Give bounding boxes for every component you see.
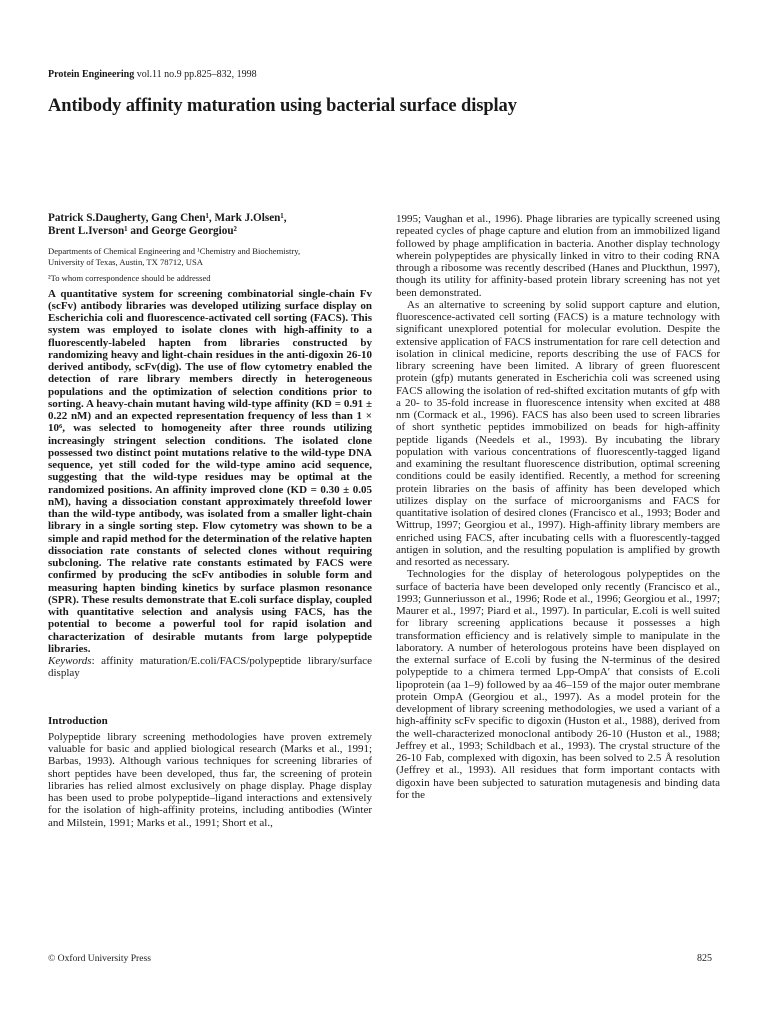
right-paragraph-1: 1995; Vaughan et al., 1996). Phage libraries are typically screened using repeated cycles of phage capture and elution from an immobilized ligand followed by phage amplification in bacteria. Another display technology wherein polypeptides are physically linked in vitro to their coding RNA through a ribosome was recently described (Hanes and Pluckthun, 1997), though its utility for affinity-based protein library screening has not yet been demonstrated. [396,213,720,299]
affiliation-line-1: Departments of Chemical Engineering and ¹Chemistry and Biochemistry, [48,246,301,256]
keywords [48,655,372,680]
keywords-text: : affinity maturation/E.coli/FACS/polypeptide library/surface display [48,655,372,680]
citation-details: vol.11 no.9 pp.825–832, 1998 [136,69,257,80]
section-heading-introduction: Introduction [48,714,108,727]
author-line-2: Brent L.Iverson¹ and George Georgiou² [48,225,237,237]
article-title: Antibody affinity maturation using bacterial surface display [48,96,517,116]
intro-paragraph-1: Polypeptide library screening methodologies have proven extremely valuable for basic and applied biological research (Marks et al., 1991; Barbas, 1993). Although various techniques for screening libraries of short peptides have been developed, thus far, the screening of protein libraries has relied almost exclusively on phage display. Phage display has been used to probe polypeptide–ligand interactions and extensively for the isolation of high-affinity proteins, including antibodies (Winter and Milstein, 1991; Marks et al., 1991; Short et al., [48,730,372,829]
page-number: 825 [697,953,712,964]
right-paragraph-3: Technologies for the display of heterologous polypeptides on the surface of bacteria have been developed only recently (Francisco et al., 1993; Gunneriusson et al., 1996; Rode et al., 1996; Georgiou et al., 1997; Maurer et al., 1997; Piard et al., 1997). In particular, E.coli is well suited for library screening applications because it possesses a high transformation efficiency and is relatively simple to manipulate in the laboratory. A number of heterologous proteins have been displayed on the external surface of E.coli by fusing the N-terminus of the desired polypeptide to a chimera termed Lpp-OmpA′ that consists of E.coli lipoprotein (aa 1–9) followed by aa 46–159 of the major outer membrane protein OmpA (Georgiou et al., 1997). As a model protein for the development of library screening methodologies, we used a variant of a high-affinity scFv specific to digoxin (Huston et al., 1988), derived from the well-characterized monoclonal antibody 26-10 (Huston et al., 1988; Jeffrey et al., 1993; Schildbach et al., 1993). The crystal structure of the 26-10 Fab, complexed with digoxin, has been solved to 2.5 Å resolution (Jeffrey et al., 1993). All residues that form important contacts with digoxin have been subjected to saturation mutagenesis and binding data for the [396,568,720,801]
abstract: A quantitative system for screening combinatorial single-chain Fv (scFv) antibody libraries was developed utilizing surface display on Escherichia coli and fluorescence-activated cell sorting (FACS). This system was employed to isolate clones with high-affinity to a fluorescently-labeled hapten from libraries constructed by randomizing heavy and light-chain residues in the anti-digoxin 26-10 derived antibody, scFv(dig). The use of flow cytometry enabled the detection of rare library members directly in heterogeneous populations and the optimization of selection conditions prior to sorting. A heavy-chain mutant having wild-type affinity (KD = 0.91 ± 0.22 nM) and an expected representation frequency of less than 1 × 10⁶, was selected to homogeneity after three rounds utilizing increasingly stringent selection conditions. The isolated clone possessed two distinct point mutations relative to the wild-type DNA sequence, yet still coded for the wild-type amino acid sequence, suggesting that the wild-type residues may be optimal at the randomized positions. An affinity improved clone (KD = 0.30 ± 0.05 nM), having a dissociation constant approximately threefold lower than the wild-type antibody, was isolated from a smaller light-chain library in a single sorting step. Flow cytometry was shown to be a simple and rapid method for the determination of the relative hapten dissociation rate constants of selected clones without requiring subcloning. The relative rate constants estimated by FACS were confirmed by producing the scFv antibodies in soluble form and measuring hapten binding kinetics by surface plasmon resonance (SPR). These results demonstrate that E.coli surface display, coupled with quantitative selection and analysis using FACS, has the potential to become a powerful tool for rapid isolation and characterization of desirable mutants from large polypeptide libraries. [48,287,372,655]
author-list [48,212,372,238]
right-column [396,213,720,801]
affiliation [48,246,372,267]
affiliation-line-2: University of Texas, Austin, TX 78712, USA [48,256,203,267]
keywords-label: Keywords [48,655,92,667]
correspondence-note: ²To whom correspondence should be addressed [48,273,211,283]
left-column [48,212,372,829]
author-line-1: Patrick S.Daugherty, Gang Chen¹, Mark J.Olsen¹, [48,212,287,224]
right-paragraph-2: As an alternative to screening by solid support capture and elution, fluorescence-activated cell sorting (FACS) is a mature technology with significant unexplored potential for molecular evolution. Despite the extensive application of FACS instrumentation for rare cell detection and isolation in clinical medicine, reports describing the use of FACS for library screening have been limited. A library of green fluorescent protein (gfp) mutants generated in Escherichia coli was screened using FACS allowing the isolation of red-shifted excitation mutants of gfp with a 20- to 35-fold increase in fluorescence intensity when excited at 488 nm (Cormack et al., 1996). FACS has also been used to screen libraries of short synthetic peptides immobilized on beads for high-affinity peptide ligands (Needels et al., 1993). By incubating the library population with various concentrations of fluorescently-tagged ligand and examining the resultant fluorescence distribution, optimal screening conditions could be easily identified. Recently, a method for screening protein libraries on the basis of affinity has been developed which utilizes display on the surface of microorganisms and FACS for quantitative isolation of desired clones (Francisco et al., 1993; Boder and Wittrup, 1997; Georgiou et al., 1997). High-affinity library members are enriched using FACS, after incubating cells with a fluorescently-tagged antigen in solution, and the resulting population is amplified by growth and resorted as necessary. [396,298,720,568]
journal-name: Protein Engineering [48,69,135,80]
publisher-footer: © Oxford University Press [48,953,151,964]
journal-citation [48,69,257,80]
